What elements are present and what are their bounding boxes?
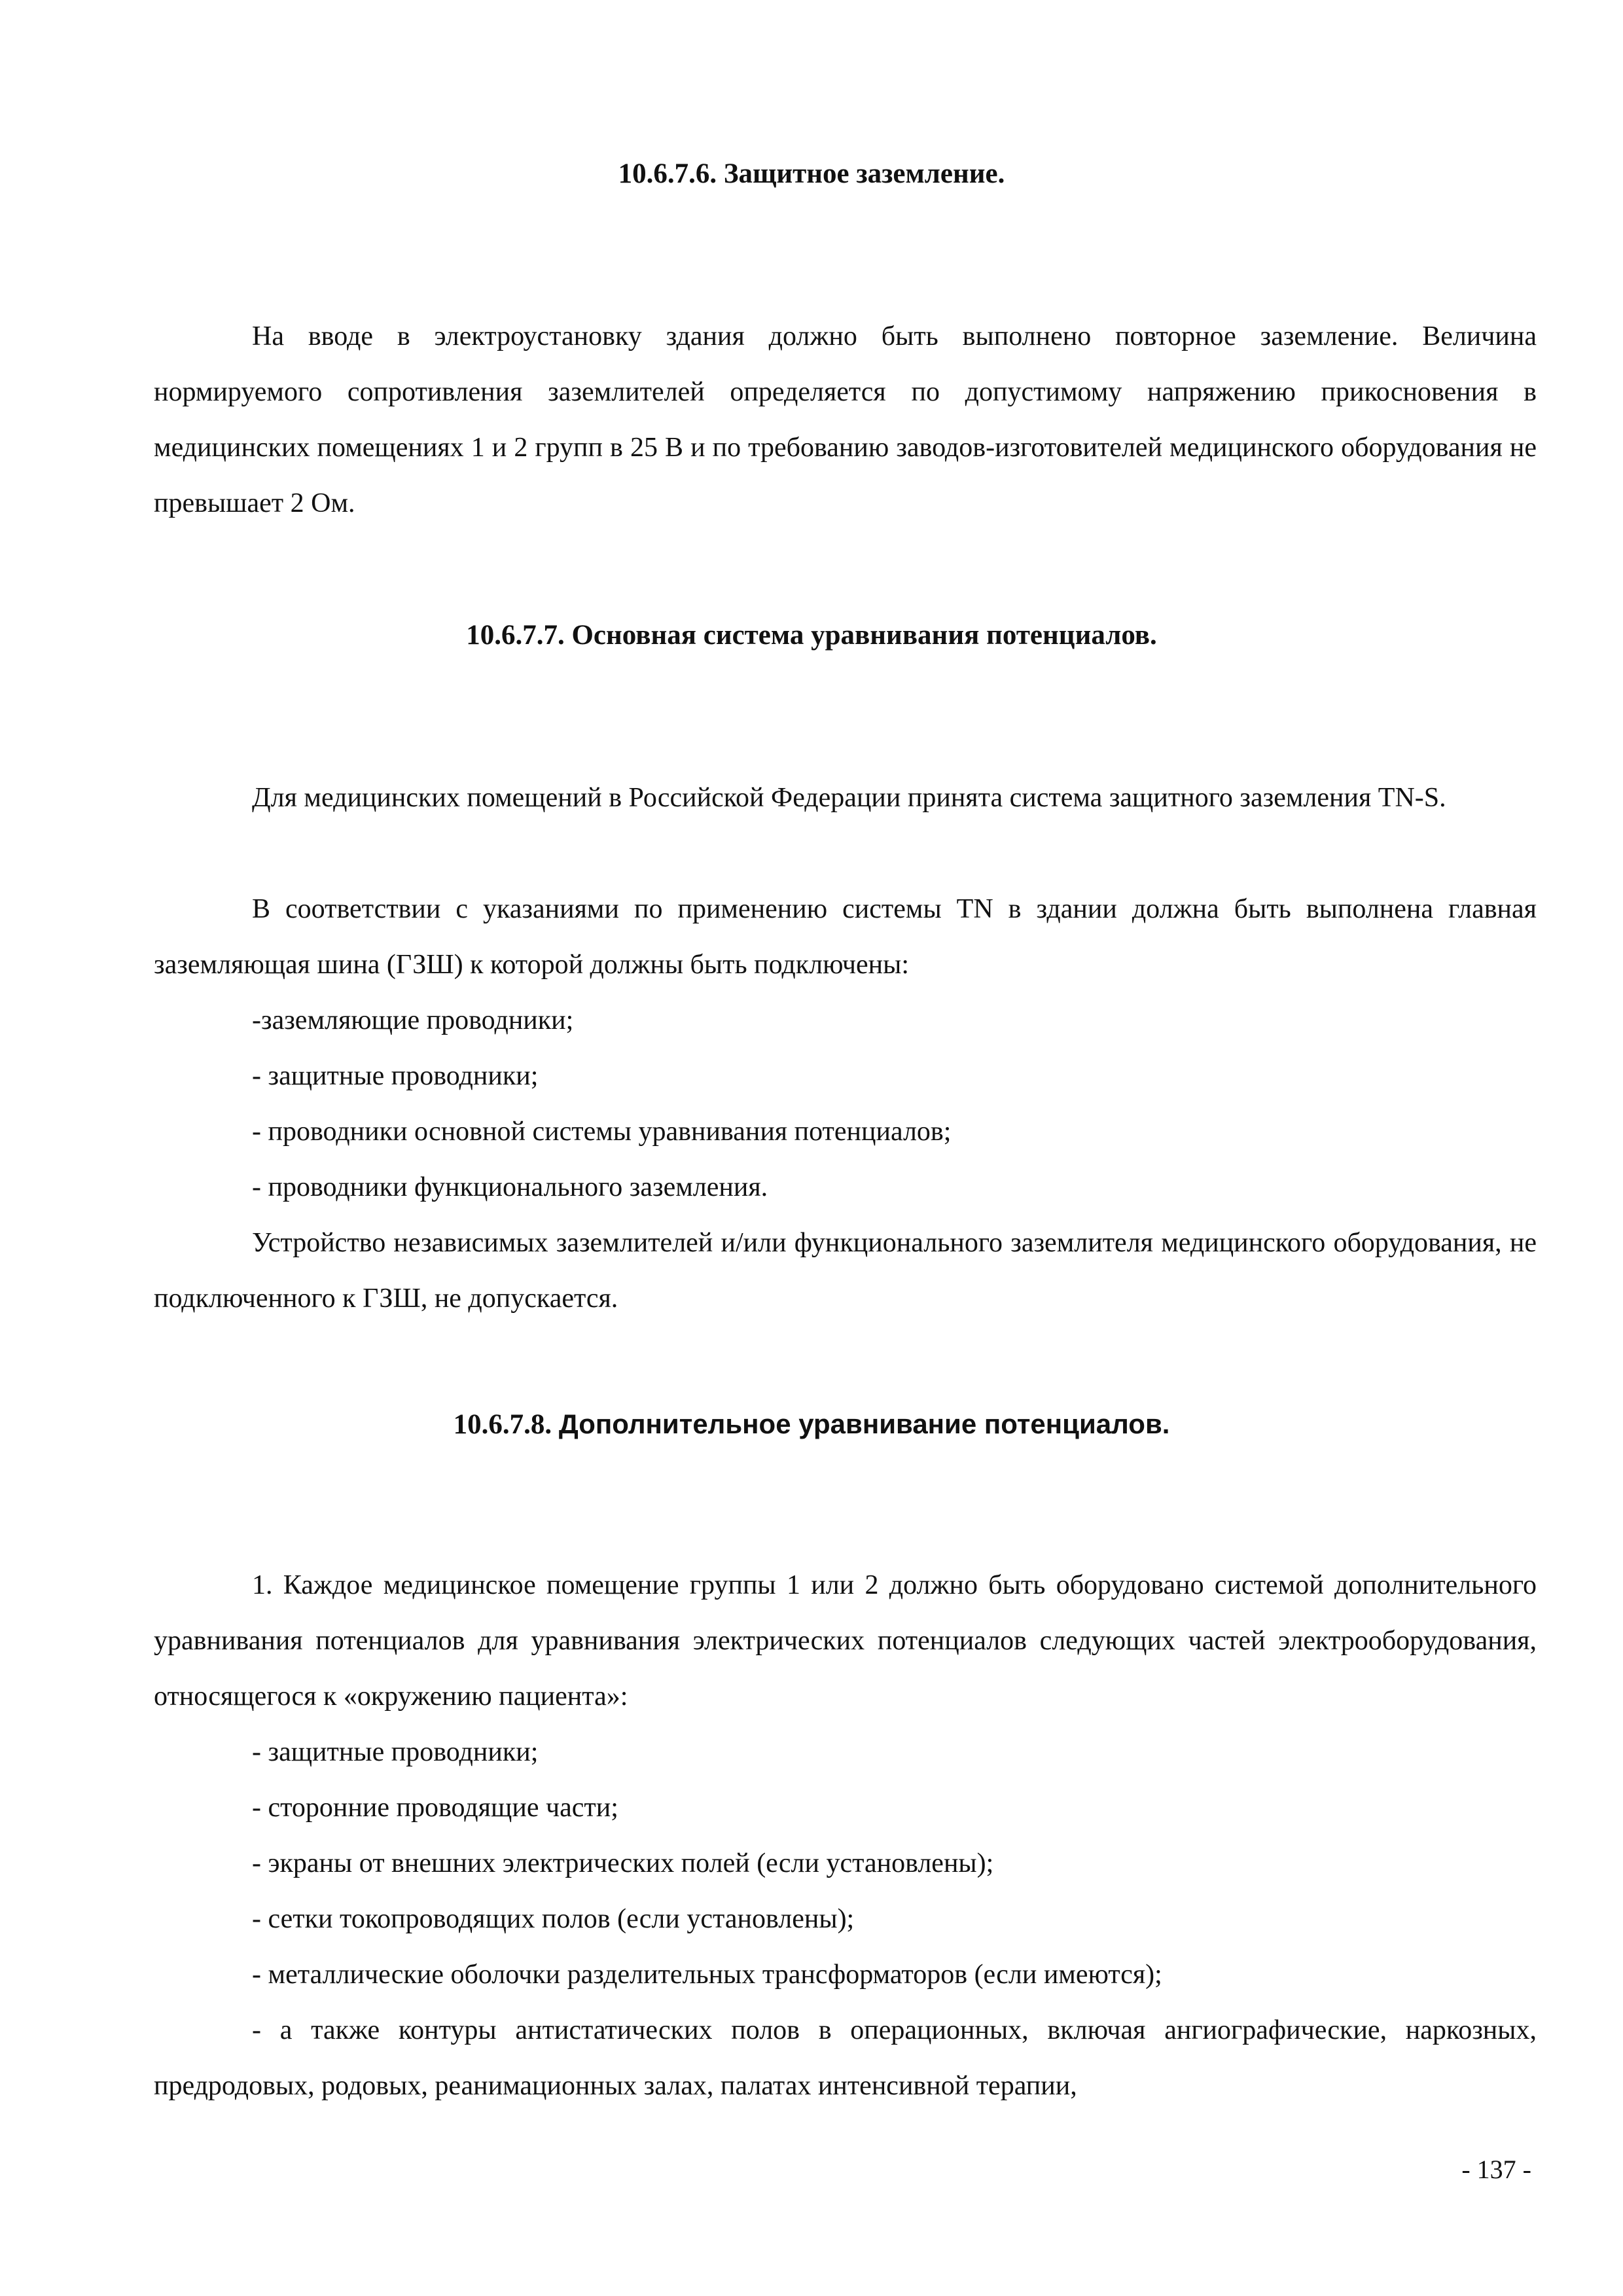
list-item: - проводники основной системы уравнивания потенциалов;: [252, 1117, 952, 1147]
list-item: - защитные проводники;: [252, 1061, 539, 1091]
paragraph-independent-earthing: Устройство независимых заземлителей и/или функционального заземлителя медицинского оборудования, не подключенного к ГЗШ, не допускается.: [154, 1228, 1537, 1314]
paragraph-tn-s-system: Для медицинских помещений в Российской Федерации принята система защитного заземления TN-S.: [252, 783, 1446, 813]
list-item: - проводники функционального заземления.: [252, 1172, 768, 1202]
paragraph-additional-bonding: 1. Каждое медицинское помещение группы 1 или 2 должно быть оборудовано системой дополнительного уравнивания потенциалов для уравнивания электрических потенциалов следующих частей электрооборудования, относящегося к «окружению пациента»:: [154, 1570, 1537, 1712]
section-title: Дополнительное уравнивание потенциалов.: [558, 1408, 1170, 1439]
list-item: - сторонние проводящие части;: [252, 1793, 618, 1823]
page-number: - 137 -: [1461, 2155, 1531, 2184]
section-heading-10-6-7-7: [0, 619, 1623, 653]
section-number: 10.6.7.8.: [453, 1409, 552, 1440]
list-item: - сетки токопроводящих полов (если установлены);: [252, 1904, 855, 1934]
list-item: -заземляющие проводники;: [252, 1005, 574, 1035]
paragraph-main-earthing-bar: В соответствии с указаниями по применению системы TN в здании должна быть выполнена главная заземляющая шина (ГЗШ) к которой должны быть подключены:: [154, 894, 1537, 980]
paragraph-grounding: На вводе в электроустановку здания должно быть выполнено повторное заземление. Величина нормируемого сопротивления заземлителей определяется по допустимому напряжению прикосновения в медицинских помещениях 1 и 2 групп в 25 В и по требованию заводов-изготовителей медицинского оборудования не превышает 2 Ом.: [154, 321, 1537, 518]
section-title: Защитное заземление.: [723, 158, 1005, 189]
list-item: - металлические оболочки разделительных трансформаторов (если имеются);: [252, 1960, 1162, 1990]
list-item: - защитные проводники;: [252, 1737, 539, 1767]
section-title: Основная система уравнивания потенциалов.: [571, 620, 1157, 651]
section-number: 10.6.7.7.: [466, 620, 565, 651]
list-item: - а также контуры антистатических полов в операционных, включая ангиографические, наркозных, предродовых, родовых, реанимационных залах, палатах интенсивной терапии,: [154, 2015, 1537, 2101]
section-number: 10.6.7.6.: [618, 158, 717, 189]
section-heading-10-6-7-8: [0, 1407, 1623, 1442]
list-item: - экраны от внешних электрических полей (если установлены);: [252, 1848, 994, 1878]
section-heading-10-6-7-6: [0, 157, 1623, 191]
